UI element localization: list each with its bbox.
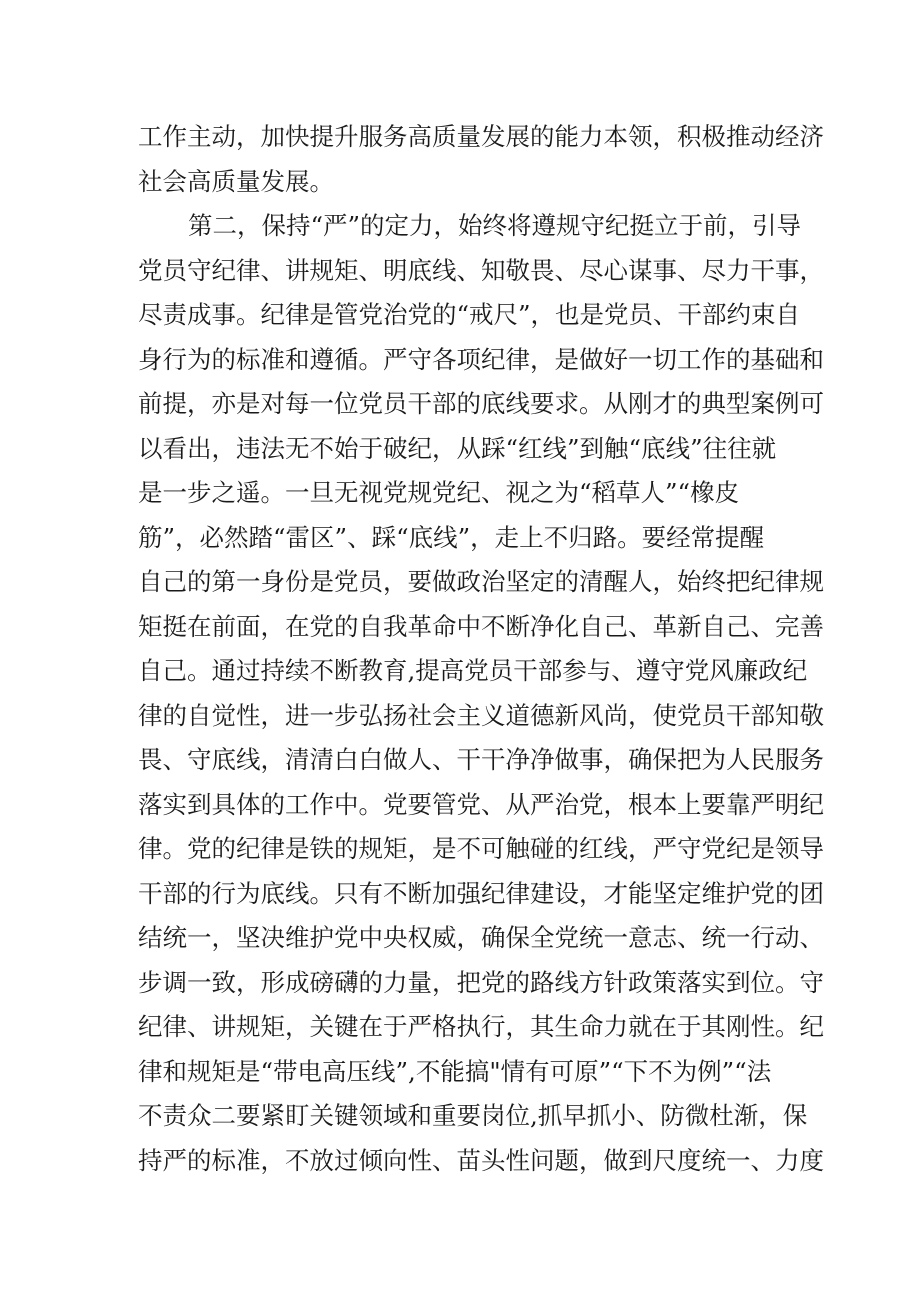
text-line: 尽责成事。纪律是管党治党的“戒尺”，也是党员、干部约束自 [138, 300, 801, 329]
text-line: 工作主动，加快提升服务高质量发展的能力本领，积极推动经济 [138, 122, 824, 151]
text-line: 社会高质量发展。 [138, 166, 334, 196]
text-line: 干部的行为底线。只有不断加强纪律建设，才能坚定维护党的团 [138, 878, 824, 908]
text-line: 以看出，违法无不始于破纪，从踩“红线”到触“底线”往往就 [138, 433, 777, 463]
text-line: 律的自觉性，进一步弘扬社会主义道德新风尚，使党员干部知敬 [138, 700, 824, 730]
text-line: 落实到具体的工作中。党要管党、从严治党，根本上要靠严明纪 [138, 789, 824, 819]
text-line: 党员守纪律、讲规矩、明底线、知敬畏、尽心谋事、尽力干事， [138, 255, 824, 285]
text-line: 步调一致，形成磅礴的力量，把党的路线方针政策落实到位。守 [138, 967, 824, 997]
text-line: 结统一，坚决维护党中央权威，确保全党统一意志、统一行动、 [138, 923, 824, 952]
text-line: 自己。通过持续不断教育,提高党员干部参与、遵守党风廉政纪 [138, 656, 808, 685]
text-line: 是一步之遥。一旦无视党规党纪、视之为“稻草人”“橡皮 [138, 478, 740, 507]
text-line: 不责众二要紧盯关键领域和重要岗位,抓早抓小、防微杜渐，保 [138, 1101, 808, 1130]
text-line: 矩挺在前面，在党的自我革命中不断净化自己、革新自己、完善 [138, 611, 824, 641]
text-line: 律。党的纪律是铁的规矩，是不可触碰的红线，严守党纪是领导 [138, 834, 824, 863]
text-line: 前提，亦是对每一位党员干部的底线要求。从刚才的典型案例可 [138, 389, 824, 418]
text-line: 身行为的标准和遵循。严守各项纪律，是做好一切工作的基础和 [138, 344, 824, 374]
body-text [138, 115, 824, 1183]
paragraph-start-line: 第二，保持“严”的定力，始终将遵规守纪挺立于前，引导 [188, 211, 802, 240]
text-line: 纪律、讲规矩，关键在于严格执行，其生命力就在于其刚性。纪 [138, 1012, 824, 1041]
text-line: 畏、守底线，清清白白做人、干干净净做事，确保把为人民服务 [138, 745, 824, 774]
text-line: 自己的第一身份是党员，要做政治坚定的清醒人，始终把纪律规 [138, 567, 824, 596]
text-line: 持严的标准，不放过倾向性、苗头性问题，做到尺度统一、力度 [138, 1145, 824, 1175]
text-line: 筋”，必然踏“雷区”、踩“底线”，走上不归路。要经常提醒 [138, 522, 765, 552]
text-line: 律和规矩是“带电高压线”,不能搞"情有可原”“下不为例”“法 [138, 1056, 772, 1086]
